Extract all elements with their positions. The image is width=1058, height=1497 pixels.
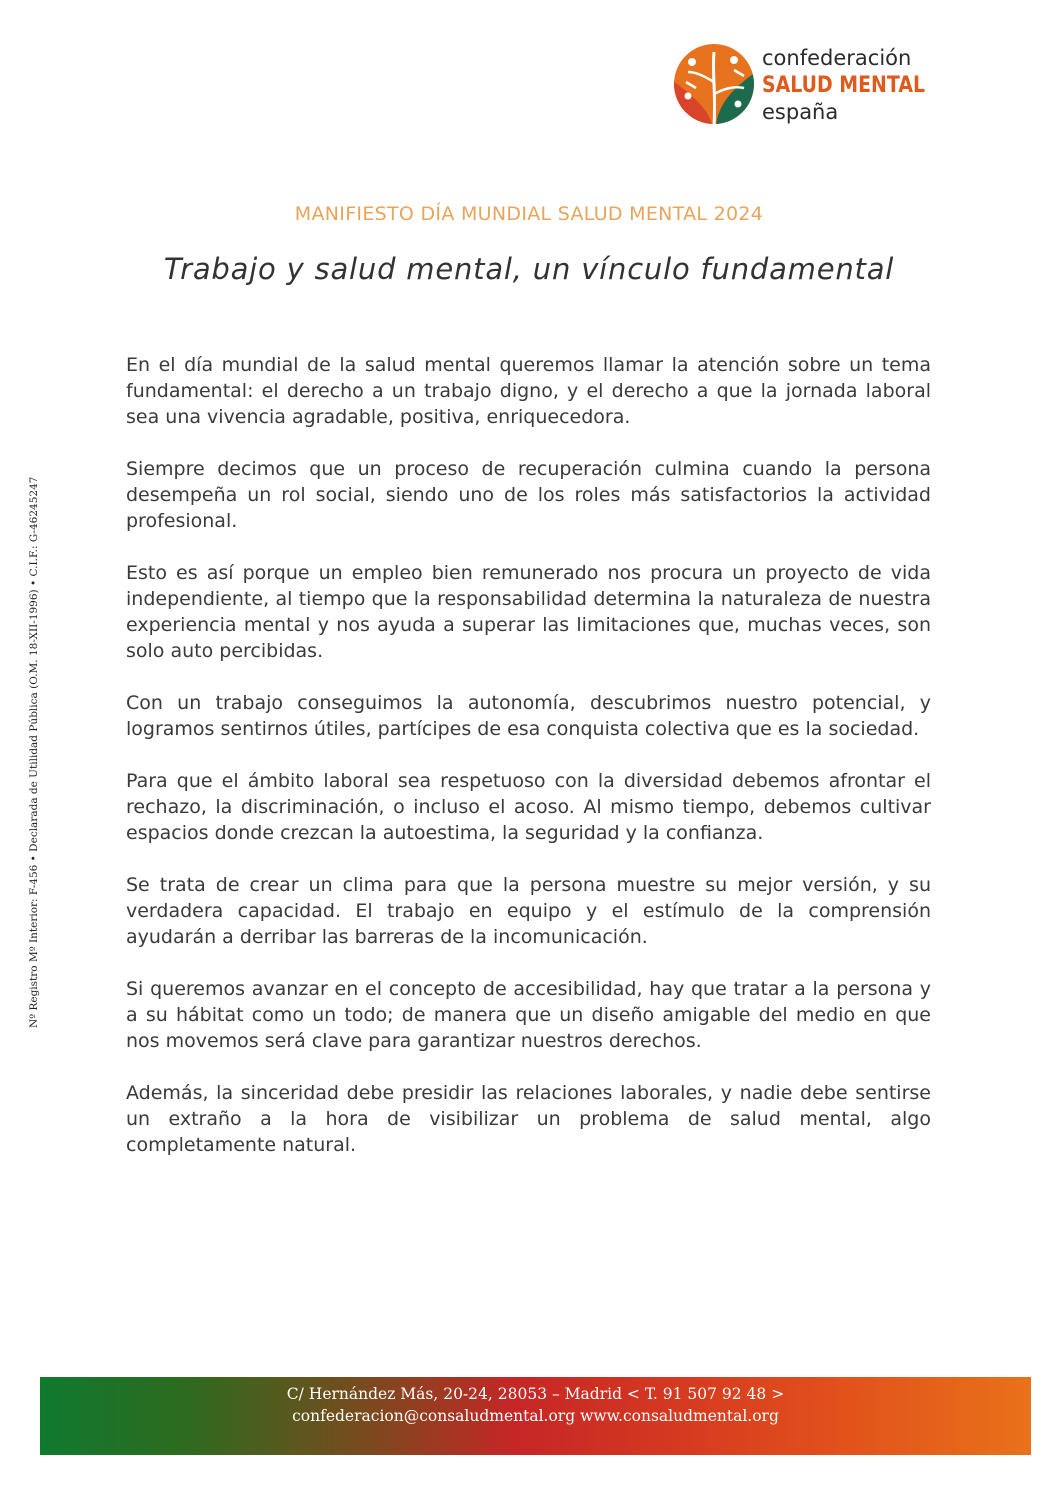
logo-emblem-icon [672, 42, 756, 126]
paragraph: Para que el ámbito laboral sea respetuoso con la diversidad debemos afrontar el rechazo, la discriminación, o incluso el acoso. Al mismo tiempo, debemos cultivar espacios donde crezcan la autoestima, la seguridad y la confianza. [126, 770, 931, 844]
paragraph: Siempre decimos que un proceso de recuperación culmina cuando la persona desempeña un rol social, siendo uno de los roles más satisfactorios la actividad profesional. [126, 458, 931, 532]
paragraph: Se trata de crear un clima para que la persona muestre su mejor versión, y su verdadera capacidad. El trabajo en equipo y el estímulo de la comprensión ayudarán a derribar las barreras de la incomunicación. [126, 874, 931, 948]
paragraph: Si queremos avanzar en el concepto de accesibilidad, hay que tratar a la persona y a su hábitat como un todo; de manera que un diseño amigable del medio en que nos movemos será clave para garantizar nuestros derechos. [126, 978, 931, 1052]
paragraph: Además, la sinceridad debe presidir las relaciones laborales, y nadie debe sentirse un extraño a la hora de visibilizar un problema de salud mental, algo completamente natural. [126, 1082, 931, 1156]
footer-bar [40, 1377, 1031, 1455]
footer-address: C/ Hernández Más, 20-24, 28053 – Madrid < T. 91 507 92 48 > [286, 1385, 785, 1403]
logo-line-salud-mental: SALUD MENTAL [762, 73, 926, 98]
registry-side-note: Nº Registro Mº Interior: F-456 • Declarada de Utilidad Pública (O.M. 18-XII-1996) • C.I.F.: G-46245247 [28, 476, 40, 1028]
footer-contact: confederacion@consaludmental.org www.consaludmental.org [292, 1407, 779, 1425]
paragraph: Con un trabajo conseguimos la autonomía, descubrimos nuestro potencial, y logramos sentirnos útiles, partícipes de esa conquista colectiva que es la sociedad. [126, 692, 931, 740]
organization-logo [672, 40, 942, 130]
paragraph: En el día mundial de la salud mental queremos llamar la atención sobre un tema fundamental: el derecho a un trabajo digno, y el derecho a que la jornada laboral sea una vivencia agradable, positiva, enriquecedora. [126, 354, 931, 428]
manifesto-body [126, 352, 931, 1184]
logo-line-confederacion: confederación [762, 46, 912, 70]
paragraph: Esto es así porque un empleo bien remunerado nos procura un proyecto de vida independiente, al tiempo que la responsabilidad determina la naturaleza de nuestra experiencia mental y nos ayuda a superar las limitaciones que, muchas veces, son solo auto percibidas. [126, 562, 931, 662]
logo-line-espana: españa [762, 100, 839, 124]
page-title: Trabajo y salud mental, un vínculo fundamental [163, 252, 895, 286]
manifesto-kicker: MANIFIESTO DÍA MUNDIAL SALUD MENTAL 2024 [294, 203, 764, 225]
